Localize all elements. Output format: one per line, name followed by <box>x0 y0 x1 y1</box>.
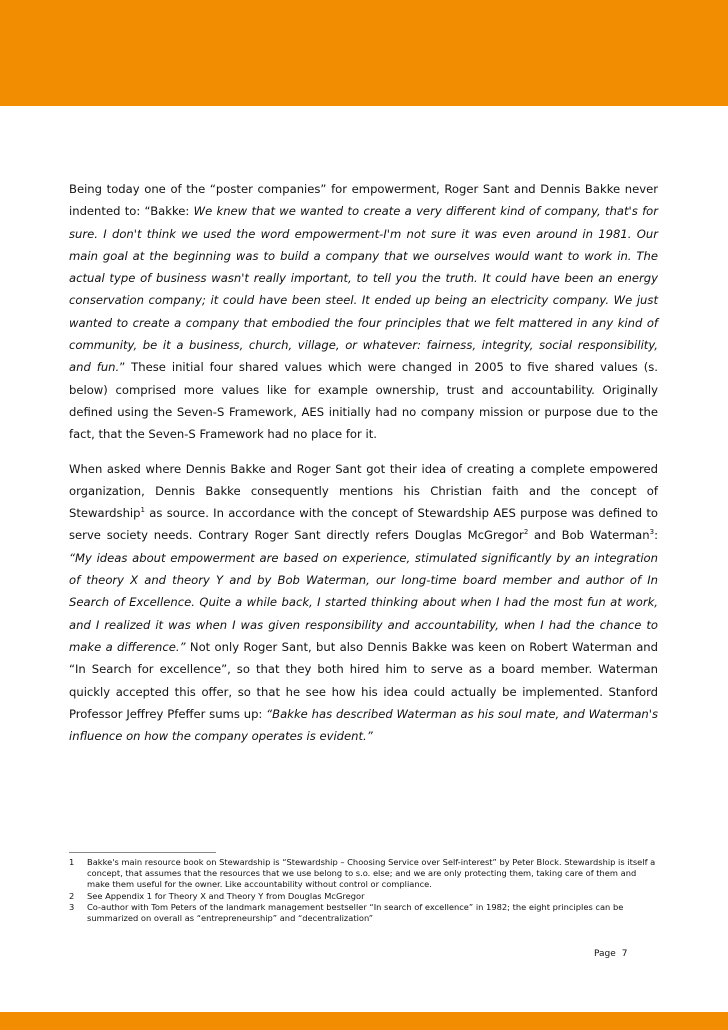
paragraph-2-part-c: and Bob Waterman <box>528 528 650 543</box>
footnote <box>69 891 659 902</box>
sant-quote: “My ideas about empowerment are based on experience, stimulated significantly by an integration of theory X and theory Y and by Bob Waterman, our long-time board member and author of In Search of Excellence. Quite a while back, I started thinking about when I had the most fun at work, and I realized it was when I was given responsibility and accountability, when I had the chance to make a difference.” <box>69 550 658 654</box>
paragraph-1-tail: ” These initial four shared values which were changed in 2005 to five shared values (s. below) comprised more values like for example ownership, trust and accountability. Originally defined using the Seven-S Framework, AES initially had no company mission or purpose due to the fact, that the Seven-S Framework had no place for it. <box>69 360 658 442</box>
bakke-quote: We knew that we wanted to create a very different kind of company, that's for sure. I don't think we used the word empowerment-I'm not sure it was even around in 1981. Our main goal at the beginning was to build a company that we ourselves would want to work in. The actual type of business wasn't really important, to tell you the truth. It could have been an energy conservation company; it could have been steel. It ended up being an electricity company. We just wanted to create a company that embodied the four principles that we felt mattered in any kind of community, be it a business, church, village, or whatever: fairness, integrity, social responsibility, and fun. <box>69 204 659 375</box>
paragraph-2-part-f: Not only Roger Sant, but also Dennis Bakke was keen on Robert Waterman and “In Search for excellence”, so that they both hired him to serve as a board member. Waterman quickly accepted this offer, so that he see how his idea could actually be implemented. Stanford Professor Jeffrey Pfeffer sums up: <box>69 639 659 721</box>
footnote <box>69 857 659 891</box>
footnote-number: 3 <box>69 901 75 912</box>
footnote-ref-3[interactable]: 3 <box>649 528 655 537</box>
footnote-text: Bakke's main resource book on Stewardship is “Stewardship – Choosing Service over Self-interest” by Peter Block. Stewardship is itself a concept, that assumes that the resources that we use belong to s.o. else; and we are only protecting them, taking care of them and make them useful for the owner. Like accountability without control or compliance. <box>87 857 656 890</box>
footnote-text: See Appendix 1 for Theory X and Theory Y from Douglas McGregor <box>87 890 365 901</box>
footnote <box>69 902 659 924</box>
body-text <box>69 178 658 759</box>
footnote-ref-2[interactable]: 2 <box>523 528 529 537</box>
footnote-divider <box>69 852 216 853</box>
page-number-value: 7 <box>621 949 628 959</box>
footnote-number: 1 <box>69 857 75 867</box>
paragraph-2-part-b: as source. In accordance with the concept of Stewardship AES purpose was defined to serve society needs. Contrary Roger Sant directly refers Douglas McGregor <box>69 506 658 543</box>
paragraph-2 <box>69 458 658 748</box>
paragraph-1 <box>69 178 658 446</box>
pfeffer-quote: “Bakke has described Waterman as his soul mate, and Waterman's influence on how the company operates is evident.” <box>69 706 658 744</box>
header-band <box>0 0 728 106</box>
paragraph-2-part-a: When asked where Dennis Bakke and Roger Sant got their idea of creating a complete empowered organization, Dennis Bakke consequently mentions his Christian faith and the concept of Stewardship <box>69 461 658 521</box>
footer-band <box>0 1012 728 1030</box>
page-number <box>594 949 628 959</box>
footnotes <box>69 857 659 924</box>
footnote-ref-1[interactable]: 1 <box>140 506 145 515</box>
page-label: Page <box>594 949 616 959</box>
paragraph-2-part-d: : <box>654 528 658 543</box>
footnote-number: 2 <box>69 890 75 901</box>
paragraph-1-intro: Being today one of the “poster companies” for empowerment, Roger Sant and Dennis Bakke never indented to: “Bakke: <box>69 182 658 219</box>
footnote-text: Co-author with Tom Peters of the landmark management bestseller “In search of excellence” in 1982; the eight principles can be summarized on overall as “entrepreneurship” and “decentralization” <box>87 901 624 924</box>
